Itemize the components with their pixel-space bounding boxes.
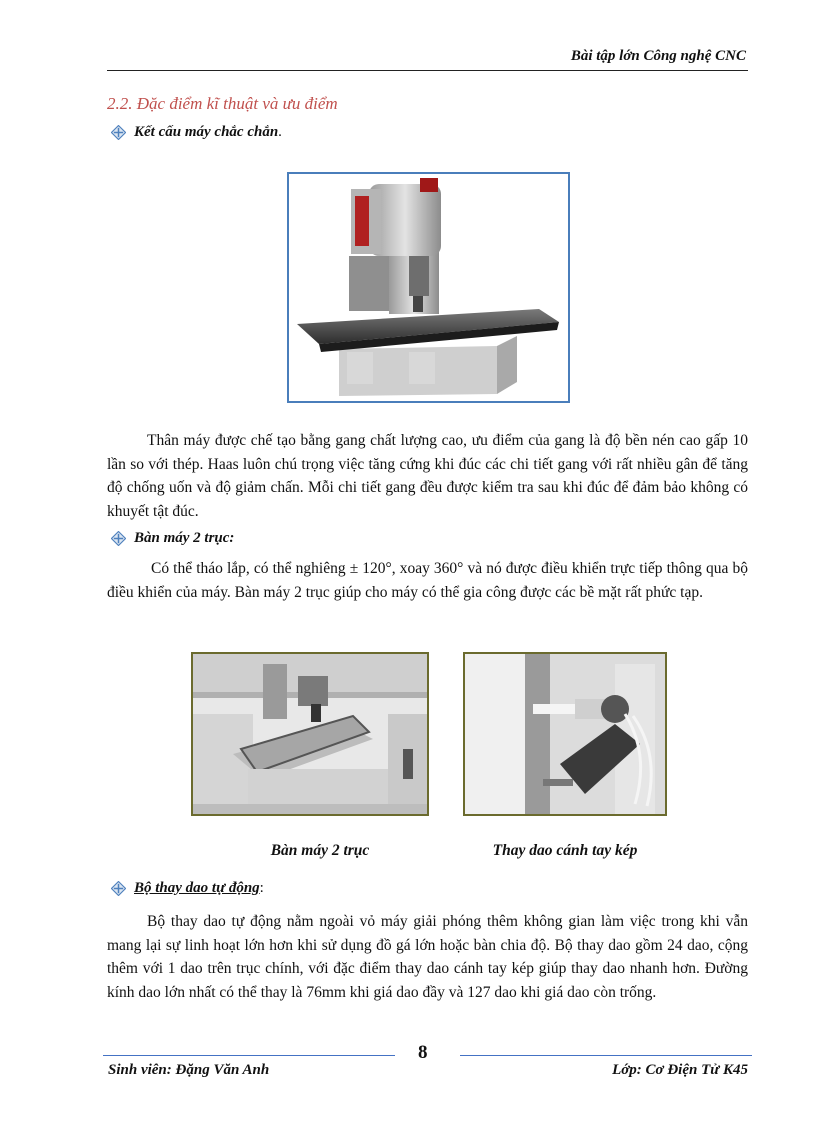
bullet-table-label: Bàn máy 2 trục: xyxy=(134,530,235,546)
header-rule xyxy=(107,70,748,71)
bullet-changer xyxy=(111,880,264,897)
diamond-plus-icon xyxy=(111,531,126,546)
changer-paragraph xyxy=(107,910,748,1004)
bullet-structure-suffix: . xyxy=(278,124,282,140)
bullet-structure xyxy=(111,124,282,141)
footer-student: Sinh viên: Đặng Văn Anh xyxy=(108,1062,270,1078)
table-paragraph-text: Có thể tháo lắp, có thể nghiêng ± 120°, xoay 360° và nó được điều khiển trực tiếp thông qua bộ điều khiển của máy. Bàn máy 2 trục giúp cho máy có thể gia công được các bề mặt rất phức tạp. xyxy=(107,560,748,601)
cnc-machine-image xyxy=(289,174,568,401)
two-axis-table-photo xyxy=(191,652,429,816)
tool-changer-image xyxy=(465,654,665,814)
header-title: Bài tập lớn Công nghệ CNC xyxy=(570,48,746,64)
two-axis-table-image xyxy=(193,654,427,814)
page-number: 8 xyxy=(418,1042,428,1063)
caption-left: Bàn máy 2 trục xyxy=(270,842,370,859)
caption-right: Thay dao cánh tay kép xyxy=(492,842,638,859)
bullet-table xyxy=(111,530,234,547)
section-title: 2.2. Đặc điểm kĩ thuật và ưu điểm xyxy=(107,94,338,113)
footer-rule-right xyxy=(460,1055,752,1056)
table-paragraph xyxy=(107,557,748,604)
body-paragraph xyxy=(107,429,748,523)
diamond-plus-icon xyxy=(111,125,126,140)
body-paragraph-text: Thân máy được chế tạo bằng gang chất lượng cao, ưu điểm của gang là độ bền nén cao gấp 10 lần so với thép. Haas luôn chú trọng việc tăng cứng khi đúc các chi tiết gang với rất nhiều gân để tăng độ chống uốn và độ giảm chấn. Mỗi chi tiết gang đều được kiểm tra sau khi đúc để đảm bảo không có khuyết tật đúc. xyxy=(107,432,748,520)
changer-paragraph-text: Bộ thay dao tự động nằm ngoài vỏ máy giải phóng thêm không gian làm việc trong khi vẫn mang lại sự linh hoạt lớn hơn khi sử dụng đồ gá lớn hoặc bàn chia độ. Bộ thay dao gồm 24 dao, cộng thêm với 1 dao trên trục chính, với đặc điểm thay dao cánh tay kép giúp thay dao nhanh hơn. Đường kính dao lớn nhất có thể thay là 76mm khi giá dao đầy và 127 dao khi giá dao còn trống. xyxy=(107,913,748,1001)
tool-changer-photo xyxy=(463,652,667,816)
bullet-structure-label: Kết cấu máy chắc chắn xyxy=(134,124,279,140)
bullet-changer-label: Bộ thay dao tự động xyxy=(134,880,260,896)
bullet-changer-suffix: : xyxy=(259,880,264,896)
machine-figure xyxy=(287,172,570,403)
footer-class: Lớp: Cơ Điện Tử K45 xyxy=(612,1062,748,1078)
footer-rule-left xyxy=(103,1055,395,1056)
diamond-plus-icon xyxy=(111,881,126,896)
